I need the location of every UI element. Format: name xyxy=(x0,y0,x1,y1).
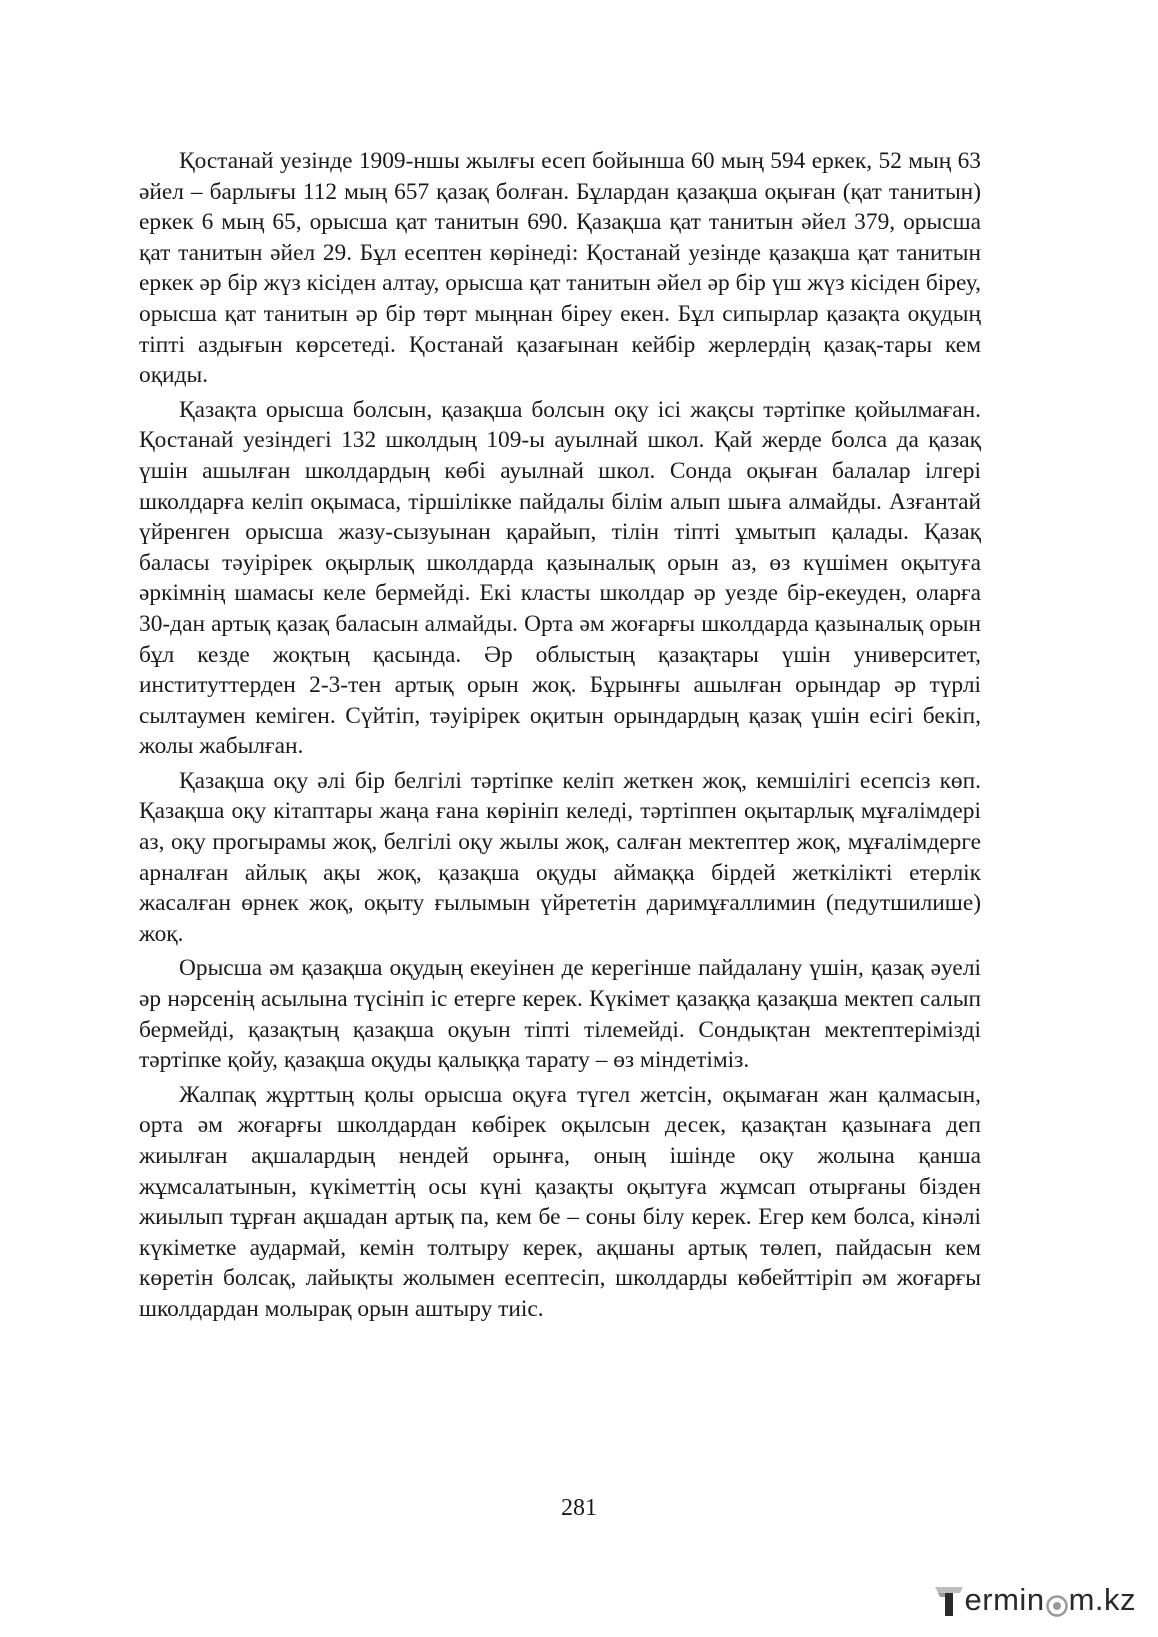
page-number: 281 xyxy=(561,1495,597,1521)
paragraph-1: Қостанай уезінде 1909-ншы жылғы есеп бойынша 60 мың 594 еркек, 52 мың 63 әйел – барлығы 112 мың 657 қазақ болған. Бұлардан қазақша оқыған (қат танитын) еркек 6 мың 65, орысша қат танитын 690. Қазақша қат танитын әйел 379, орысша қат танитын әйел 29. Бұл есептен көрінеді: Қостанай уезінде қазақша қат танитын еркек әр бір жүз кісіден алтау, орысша қат танитын әйел әр бір үш жүз кісіден біреу, орысша қат танитын әр бір төрт мыңнан біреу екен. Бұл сипырлар қазақта оқудың тіпті аздығын көрсетеді. Қостанай қазағынан кейбір жерлердің қазақ-тары кем оқиды. xyxy=(139,148,981,389)
document-body xyxy=(139,146,981,1329)
target-icon xyxy=(1046,1590,1068,1612)
watermark-text-end: m.kz xyxy=(1068,1582,1136,1617)
paragraph-2: Қазақта орысша болсын, қазақша болсын оқу ісі жақсы тәртіпке қойылмаған. Қостанай уезіндегі 132 школдың 109-ы ауылнай школ. Қай жерде болса да қазақ үшін ашылған школдардың көбі ауылнай школ. Сонда оқыған балалар ілгері школдарға келіп оқымаса, тіршілікке пайдалы білім алып шыға алмайды. Азғантай үйренген орысша жазу-сызуынан қарайып, тілін тіпті ұмытып қалады. Қазақ баласы тәуірірек оқырлық школдарда қазыналық орын аз, өз күшімен оқытуға әркімнің шамасы келе бермейді. Екі класты школдар әр уезде бір-екеуден, оларға 30-дан артық қазақ баласын алмайды. Орта әм жоғарғы школдарда қазыналық орын бұл кезде жоқтың қасында. Әр облыстың қазақтары үшін университет, институттерден 2-3-тен артық орын жоқ. Бұрынғы ашылған орындар әр түрлі сылтаумен кеміген. Сүйтіп, тәуірірек оқитын орындардың қазақ үшін есігі бекіп, жолы жабылған. xyxy=(139,396,981,760)
paragraph-5: Жалпақ жұрттың қолы орысша оқуға түгел жетсін, оқымаған жан қалмасын, орта әм жоғарғы школдардан көбірек оқылсын десек, қазақтан қазынаға деп жиылған ақшалардың нендей орынға, оның ішінде оқу жолына қанша жұмсалатынын, күкіметтің осы күні қазақты оқытуға жұмсап отырғаны бізден жиылып тұрған ақшадан артық па, кем бе – соны білу керек. Егер кем болса, кінәлі күкіметке аудармай, кемін толтыру керек, ақшаны артық төлеп, пайдасын кем көретін болсақ, лайықты жолымен есептесіп, школдарды көбейттіріп әм жоғарғы школдардан молырақ орын аштыру тиіс. xyxy=(139,1081,981,1322)
paragraph-4: Орысша әм қазақша оқудың екеуінен де керегінше пайдалану үшін, қазақ әуелі әр нәрсенің асылына түсініп іс етерге керек. Күкімет қазаққа қазақша мектеп салып бермейді, қазақтың қазақша оқуын тіпті тілемейді. Сондықтан мектептерімізді тәртіпке қойу, қазақша оқуды қалыққа тарату – өз міндетіміз. xyxy=(139,955,981,1074)
termincom-logo-icon xyxy=(934,1585,964,1617)
site-watermark xyxy=(934,1577,1136,1617)
watermark-text-start: ermin xyxy=(964,1582,1045,1617)
paragraph-3: Қазақша оқу әлі бір белгілі тәртіпке келіп жеткен жоқ, кемшілігі есепсіз көп. Қазақша оқу кітаптары жаңа ғана көрініп келеді, тәртіппен оқытарлық мұғалімдері аз, оқу прогырамы жоқ, белгілі оқу жылы жоқ, салған мектептер жоқ, мұғалімдерге арналған айлық ақы жоқ, қазақша оқуды аймаққа бірдей жеткілікті етерлік жасалған өрнек жоқ, оқыту ғылымын үйрететін даримұғаллимин (педутшилише) жоқ. xyxy=(139,767,981,947)
